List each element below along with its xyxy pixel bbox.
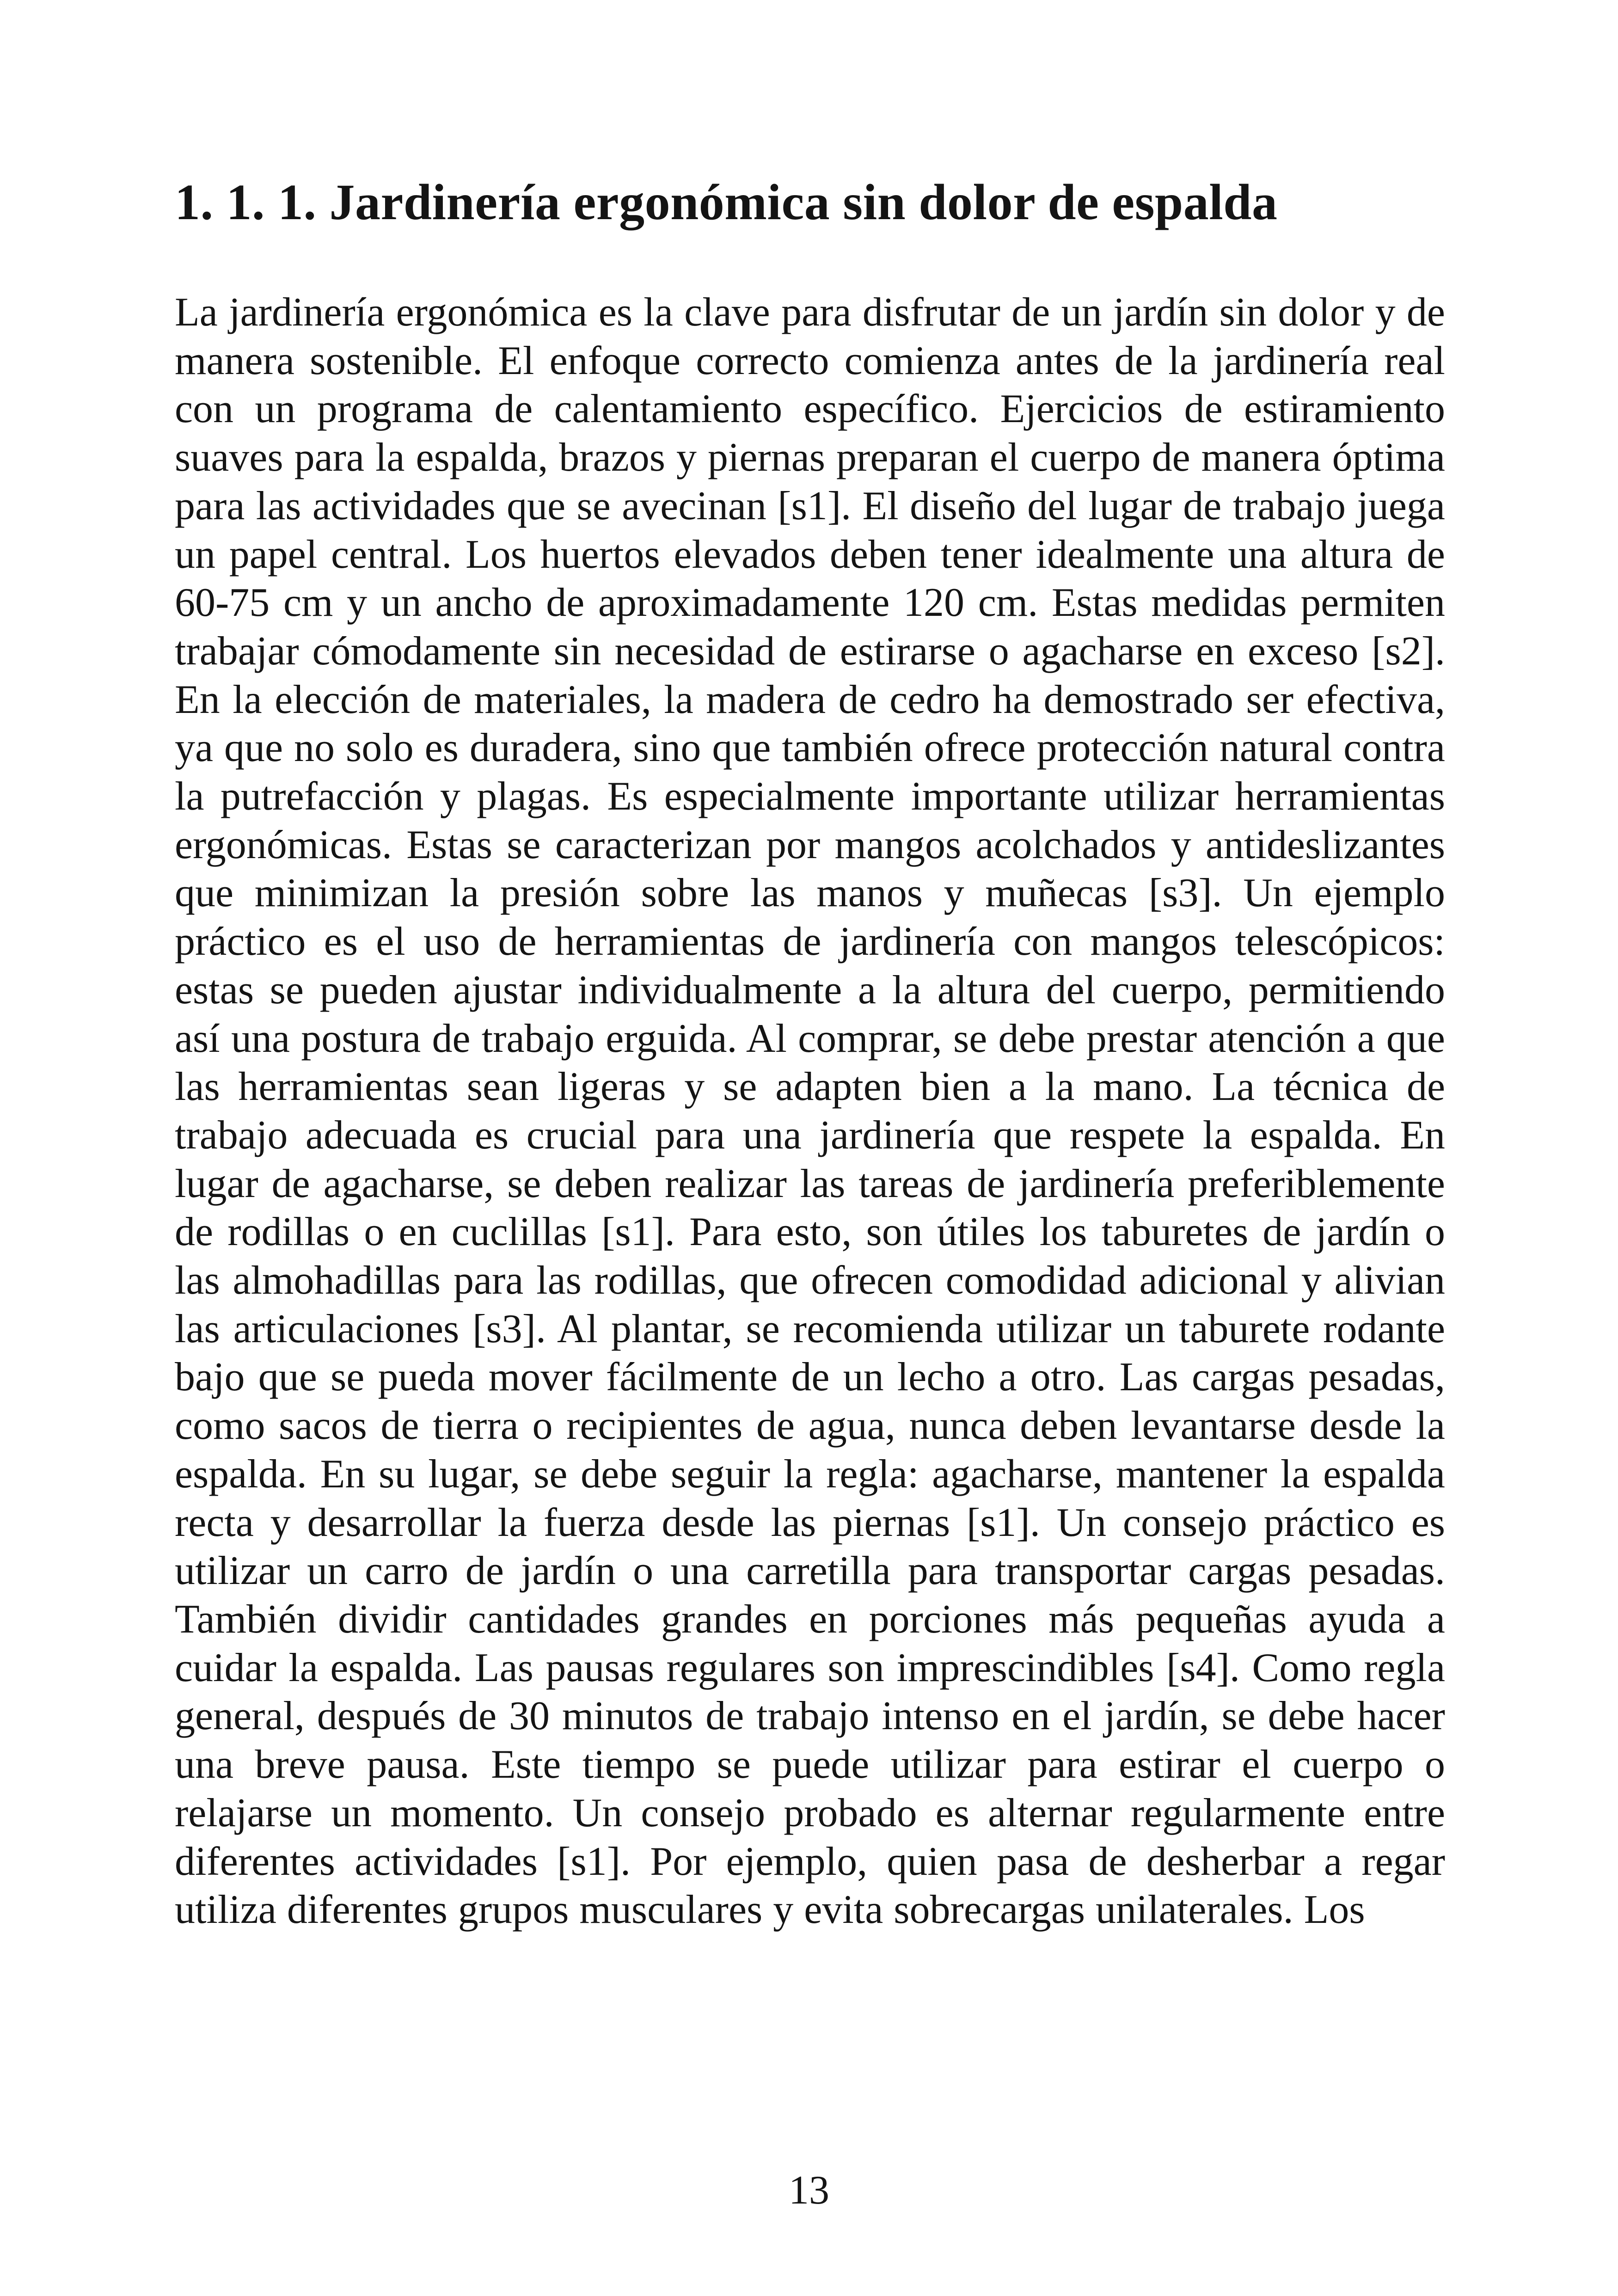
page-content — [175, 172, 1445, 1934]
section-heading: 1. 1. 1. Jardinería ergonómica sin dolor de espalda — [175, 174, 1278, 230]
body-paragraph: La jardinería ergonómica es la clave para disfrutar de un jardín sin dolor y de manera sostenible. El enfoque correcto comienza antes de la jardinería real con un programa de calentamiento específico. Ejercicios de estiramiento suaves para la espalda, brazos y piernas preparan el cuerpo de manera óptima para las actividades que se avecinan [s1]. El diseño del lugar de trabajo juega un papel central. Los huertos elevados deben tener idealmente una altura de 60-75 cm y un ancho de aproximadamente 120 cm. Estas medidas permiten trabajar cómodamente sin necesidad de estirarse o agacharse en exceso [s2]. En la elección de materiales, la madera de cedro ha demostrado ser efectiva, ya que no solo es duradera, sino que también ofrece protección natural contra la putrefacción y plagas. Es especialmente importante utilizar herramientas ergonómicas. Estas se caracterizan por mangos acolchados y antideslizantes que minimizan la presión sobre las manos y muñecas [s3]. Un ejemplo práctico es el uso de herramientas de jardinería con mangos telescópicos: estas se pueden ajustar individualmente a la altura del cuerpo, permitiendo así una postura de trabajo erguida. Al comprar, se debe prestar atención a que las herramientas sean ligeras y se adapten bien a la mano. La técnica de trabajo adecuada es crucial para una jardinería que respete la espalda. En lugar de agacharse, se deben realizar las tareas de jardinería preferiblemente de rodillas o en cuclillas [s1]. Para esto, son útiles los taburetes de jardín o las almohadillas para las rodillas, que ofrecen comodidad adicional y alivian las articulaciones [s3]. Al plantar, se recomienda utilizar un taburete rodante bajo que se pueda mover fácilmente de un lecho a otro. Las cargas pesadas, como sacos de tierra o recipientes de agua, nunca deben levantarse desde la espalda. En su lugar, se debe seguir la regla: agacharse, mantener la espalda recta y desarrollar la fuerza desde las piernas [s1]. Un consejo práctico es utilizar un carro de jardín o una carretilla para transportar cargas pesadas. También dividir cantidades grandes en porciones más pequeñas ayuda a cuidar la espalda. Las pausas regulares son imprescindibles [s4]. Como regla general, después de 30 minutos de trabajo intenso en el jardín, se debe hacer una breve pausa. Este tiempo se puede utilizar para estirar el cuerpo o relajarse un momento. Un consejo probado es alternar regularmente entre diferentes actividades [s1]. Por ejemplo, quien pasa de desherbar a regar utiliza diferentes grupos musculares y evita sobrecargas unilaterales. Los — [175, 290, 1445, 1933]
page-number: 13 — [789, 2168, 829, 2213]
